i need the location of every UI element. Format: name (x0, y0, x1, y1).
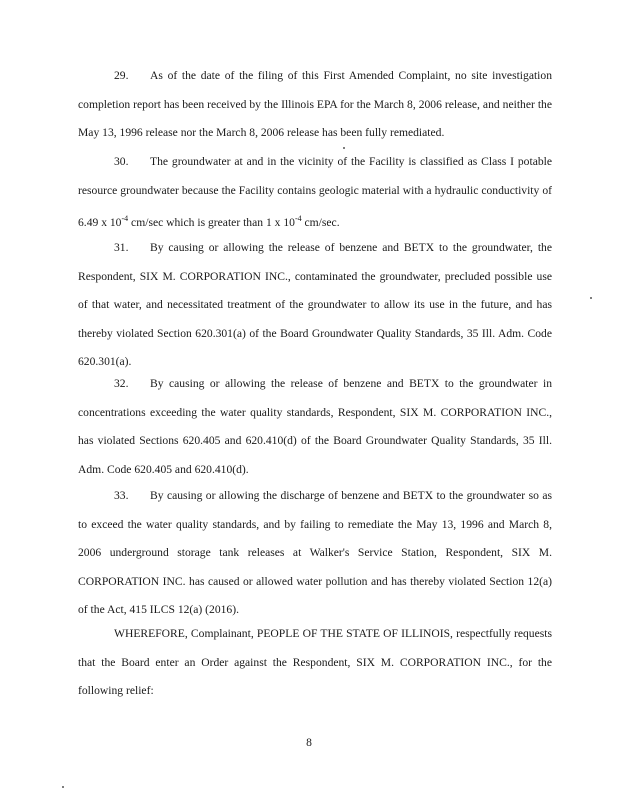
paragraph-number: 30. (114, 155, 129, 168)
scan-speck (590, 297, 592, 299)
paragraph-text: cm/sec which is greater than 1 x 10 (128, 216, 295, 230)
paragraph-number: 32. (114, 377, 129, 390)
page-number: 8 (306, 736, 312, 749)
exponent: -4 (121, 214, 129, 224)
paragraph-text: By causing or allowing the discharge of benzene and BETX to the groundwater so as to exceed the water quality standards, and by failing to remediate the May 13, 1996 and March 8, 2006 underground storage tank releases at Walker's Service Station, Respondent, SIX M. CORPORATION INC. has caused or allowed water pollution and has thereby violated Section 12(a) of the Act, 415 ILCS 12(a) (2016). (78, 489, 552, 617)
wherefore-lead: WHEREFORE, (114, 627, 188, 640)
paragraph-number: 31. (114, 241, 129, 254)
paragraph-number: 33. (114, 489, 129, 502)
paragraph-number: 29. (114, 69, 129, 82)
exponent: -4 (294, 214, 302, 224)
paragraph-text: cm/sec. (301, 216, 340, 230)
wherefore-paragraph (78, 620, 552, 706)
paragraph-text: Complainant, PEOPLE OF THE STATE OF ILLINOIS, respectfully requests that the Board enter an Order against the Respondent, SIX M. CORPORATION INC., for the following relief: (78, 627, 552, 698)
paragraph-text: The groundwater at and in the vicinity of the Facility is classified as Class I potable resource groundwater because the Facility contains geologic material with a hydraulic conductivity of 6.49 x 10 (78, 155, 552, 230)
paragraph-text: By causing or allowing the release of benzene and BETX to the groundwater, the Respondent, SIX M. CORPORATION INC., contaminated the groundwater, precluded possible use of that water, and necessitated treatment of the groundwater to allow its use in the future, and has thereby violated Section 620.301(a) of the Board Groundwater Quality Standards, 35 Ill. Adm. Code 620.301(a). (78, 241, 552, 369)
paragraph-text: As of the date of the filing of this First Amended Complaint, no site investigation completion report has been received by the Illinois EPA for the March 8, 2006 release, and neither the May 13, 1996 release nor the March 8, 2006 release has been fully remediated. (78, 69, 552, 140)
paragraph-text: By causing or allowing the release of benzene and BETX to the groundwater in concentrations exceeding the water quality standards, Respondent, SIX M. CORPORATION INC., has violated Sections 620.405 and 620.410(d) of the Board Groundwater Quality Standards, 35 Ill. Adm. Code 620.405 and 620.410(d). (78, 377, 552, 476)
scan-speck (62, 786, 64, 788)
paragraph-33 (78, 482, 552, 625)
paragraph-32 (78, 370, 552, 484)
paragraph-30 (78, 148, 552, 238)
paragraph-29 (78, 62, 552, 148)
scan-speck (343, 147, 345, 149)
paragraph-31 (78, 234, 552, 377)
